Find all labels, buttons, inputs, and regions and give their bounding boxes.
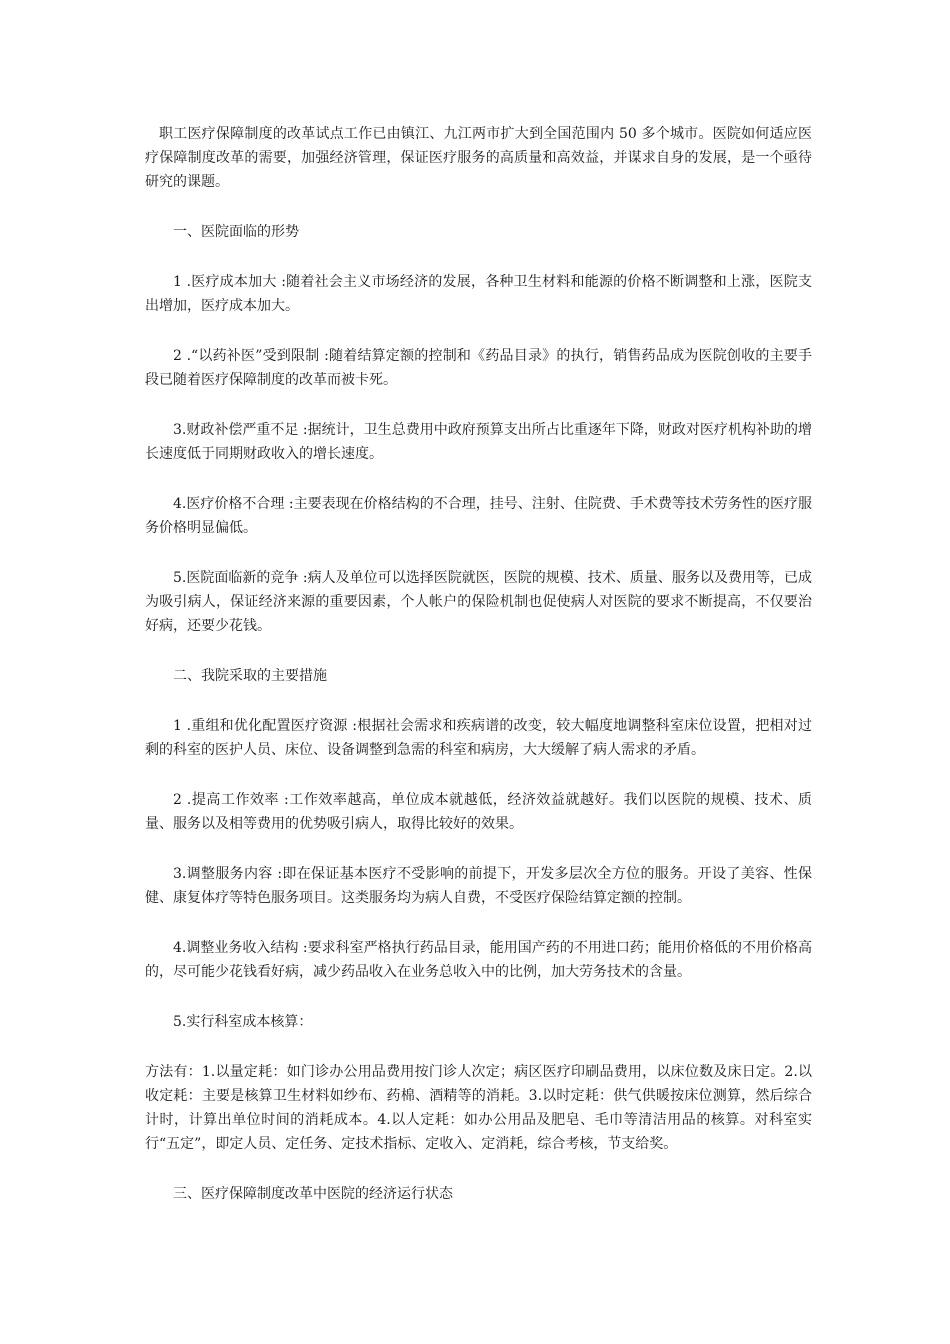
section-heading-2: 二、我院采取的主要措施 (173, 668, 327, 684)
document-body (145, 122, 812, 1232)
intro-paragraph: 职工医疗保障制度的改革试点工作已由镇江、九江两市扩大到全国范围内 50 多个城市。医院如何适应医疗保障制度改革的需要，加强经济管理，保证医疗服务的高质量和高效益，并谋求自身的发展，是一个亟待研究的课题。 (145, 126, 812, 190)
paragraph-1-1: 1 .医疗成本加大 :随着社会主义市场经济的发展，各种卫生材料和能源的价格不断调整和上涨，医院支出增加，医疗成本加大。 (145, 274, 812, 314)
paragraph-1-2: 2 .“以药补医”受到限制 :随着结算定额的控制和《药品目录》的执行，销售药品成为医院创收的主要手段已随着医疗保障制度的改革而被卡死。 (145, 348, 812, 388)
paragraph-1-3: 3.财政补偿严重不足 :据统计，卫生总费用中政府预算支出所占比重逐年下降，财政对医疗机构补助的增长速度低于同期财政收入的增长速度。 (145, 422, 812, 462)
section-heading-3: 三、医疗保障制度改革中医院的经济运行状态 (173, 1186, 453, 1202)
paragraph-2-1: 1 .重组和优化配置医疗资源 :根据社会需求和疾病谱的改变，较大幅度地调整科室床位设置，把相对过剩的科室的医护人员、床位、设备调整到急需的科室和病房，大大缓解了病人需求的矛盾。 (145, 718, 812, 758)
paragraph-2-5: 5.实行科室成本核算： (173, 1014, 313, 1030)
paragraph-2-3: 3.调整服务内容 :即在保证基本医疗不受影响的前提下，开发多层次全方位的服务。开设了美容、性保健、康复体疗等特色服务项目。这类服务均为病人自费，不受医疗保险结算定额的控制。 (145, 866, 812, 906)
paragraph-2-4: 4.调整业务收入结构 :要求科室严格执行药品目录，能用国产药的不用进口药；能用价格低的不用价格高的，尽可能少花钱看好病，减少药品收入在业务总收入中的比例，加大劳务技术的含量。 (145, 940, 812, 980)
paragraph-2-2: 2 .提高工作效率 :工作效率越高，单位成本就越低，经济效益就越好。我们以医院的规模、技术、质量、服务以及相等费用的优势吸引病人，取得比较好的效果。 (145, 792, 812, 832)
paragraph-1-5: 5.医院面临新的竞争 :病人及单位可以选择医院就医，医院的规模、技术、质量、服务以及费用等，已成为吸引病人，保证经济来源的重要因素，个人帐户的保险机制也促使病人对医院的要求不断提高，不仅要治好病，还要少花钱。 (145, 570, 812, 634)
paragraph-1-4: 4.医疗价格不合理 :主要表现在价格结构的不合理，挂号、注射、住院费、手术费等技术劳务性的医疗服务价格明显偏低。 (145, 496, 812, 536)
methods-paragraph: 方法有：1.以量定耗：如门诊办公用品费用按门诊人次定；病区医疗印刷品费用，以床位数及床日定。2.以收定耗：主要是核算卫生材料如纱布、药棉、酒精等的消耗。3.以时定耗：供气供暖按床位测算，然后综合计时，计算出单位时间的消耗成本。4.以人定耗：如办公用品及肥皂、毛巾等清洁用品的核算。对科室实行“五定”，即定人员、定任务、定技术指标、定收入、定消耗，综合考核，节支给奖。 (145, 1064, 812, 1152)
section-heading-1: 一、医院面临的形势 (173, 224, 299, 240)
